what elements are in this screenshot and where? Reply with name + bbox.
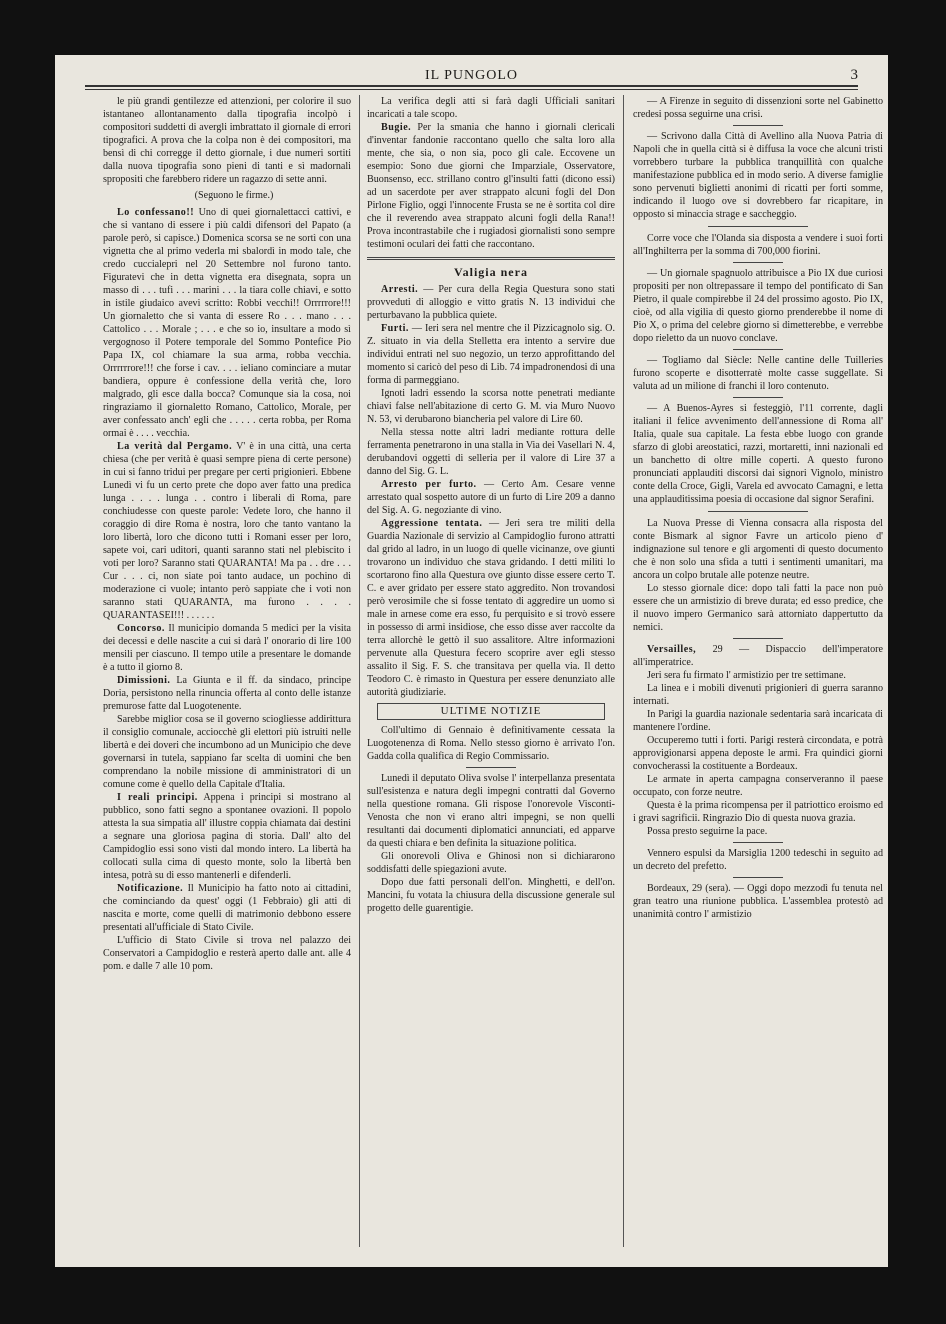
article-paragraph: — Un giornale spagnuolo attribuisce a Pio IX due curiosi propositi per non oltrepassare il tempo del pontificato di San Pietro, il quale compirebbe il 24 del prossimo agosto. Pio IX, cioè, od alla vigilia di questo giorno prenderebbe il nome di Pio X, o prima del celebre giorno si dimetterebbe, e verrebbe dopo rieletto da un nuovo conclave.: [633, 268, 883, 344]
article-heading: Notificazione.: [117, 883, 184, 894]
article-paragraph: Sarebbe miglior cosa se il governo sciogliesse addirittura il consiglio comunale, acciocchè gli elettori più istruiti nelle libertà e dei doveri che incumbono ad un Municipio che deve governarsi in tutela, sappiano far scelta di uomini che ben comprendano la nobile missione di amministratori di un comune come è quello della Capitale d'Italia.: [103, 714, 351, 790]
section-divider: [733, 262, 783, 263]
article-paragraph: Ignoti ladri essendo la scorsa notte penetrati mediante chiavi false nell'abitazione di certo G. M. via Muro Nuovo N. 53, vi derubarono biancheria pel valore di Lire 60.: [367, 388, 615, 425]
article-paragraph: [367, 283, 615, 322]
section-divider: [733, 842, 783, 843]
article-heading: Lo confessano!!: [117, 207, 195, 218]
article-body: Per la smania che hanno i giornali clericali d'inventar fandonie raccontano quello che salta loro alla mente, che sia, o non sia, poco gli cale. Eccovene un esempio: Sono due giorni che Imparziale, Osservatore, Buonsenso, ecc. strillano contro gl'insulti fatti (dicono essi) ad un sacerdote per aver strappato alcuni fogli del Don Pirlone Figlio, oggi l'innocente Frusta se ne è sortita col dire che il reverendo avea strappato alcuni fogli della Rana!! Prova incontrastabile che i rugiadosi giornalisti sono sempre testimoni oculari dei fatti che raccontano.: [367, 122, 615, 250]
article-body: La Giunta e il ff. da sindaco, principe Doria, persistono nella rinuncia offerta al conto delle istanze premurose fatte dal Luogotenente.: [103, 675, 351, 712]
section-divider: [733, 877, 783, 878]
article-body: — Certo Am. Cesare venne arrestato qual sospetto autore di un furto di Lire 209 a danno del Sig. A. G. negoziante di vino.: [367, 479, 615, 516]
article-paragraph: [103, 440, 351, 622]
article-paragraph: [367, 517, 615, 699]
article-paragraph: [367, 478, 615, 517]
article-paragraph: [103, 674, 351, 713]
article-paragraph: — Scrivono dalla Città di Avellino alla Nuova Patria di Napoli che in quella città si è diffusa la voce che alcuni tristi vorrebbero turbare la pubblica tranquillità con qualche manifestazione pubblica ed in modo serio. A diverse famiglie sono pervenuti biglietti anonimi di ricatti per forti somme, indicando il luogo ove si dovrebbero far ricapitare, in opposto si minaccia strage e saccheggio.: [633, 131, 883, 220]
section-heading: Valigia nera: [454, 265, 528, 279]
article-body: Appena i principi si mostrano al pubblico, sono fatti segno a spontanee ovazioni. Il popolo attesta la sua simpatia all' illustre coppia chiamata dai destini a segnare una gloriosa pagina di storia. Dall' alto del Campidoglio essi sono visti dal mondo intero. La libertà ha collocati sulla cima di questo monte, solo la libertà ben intesa, potrà su di esso mantenerli e difenderli.: [103, 792, 351, 881]
article-paragraph: — Togliamo dal Siècle: Nelle cantine delle Tuilleries furono scoperte e disotterratè molte casse suggellate. Si valuta ad un milione di franchi il loro contenuto.: [633, 355, 883, 392]
article-paragraph: Lo stesso giornale dice: dopo tali fatti la pace non può essere che un armistizio di breve durata; ed esso predice, che il nuovo impero Germanico sarà attorniato dappertutto da nemici.: [633, 583, 883, 633]
article-paragraph: Questa è la prima ricompensa per il patriottico eroismo ed i gravi sagrificii. Ringrazio Dio di questa nuova grazia.: [633, 800, 883, 824]
article-body: Il Municipio ha fatto noto ai cittadini, che cominciando da quest' oggi (1 Febbraio) gli atti di nascita e morte, come quelli di matrimonio debbono essere presentati all'ufficiale di Stato Civile.: [103, 883, 351, 933]
article-heading: Arresti.: [381, 284, 419, 295]
article-paragraph: le più grandi gentilezze ed attenzioni, per colorire il suo istantaneo allontanamento dalla tipografia incolpò i compositori suddetti di avergli imbrattato il giornale di errori tipografici. A prova che la colpa non è dei compositori, ma bensì di chi corregge il detto giornale, i due numeri sortiti dalla nuova tipografia sono pieni di tanti e sì madornali spropositi che farebbero ridere un ragazzo di sette anni.: [103, 96, 351, 185]
page-number: 3: [850, 67, 858, 83]
section-divider: [733, 397, 783, 398]
newspaper-title: IL PUNGOLO: [424, 68, 519, 83]
article-paragraph: [367, 121, 615, 251]
article-body: Uno di quei giornalettacci cattivi, e che si vantano di essere i più caldi difensori del Papato (a parole però, si capisce.) Domenica scorsa se ne sortì con una vignetta che al primo vederla mi sbalordì in modo tale, che credo cuccialepri nel 20 Settembre nol furono tanto. Figuratevi che in detta vignetta era disegnata, sopra un masso di . . . tufi . . . marini . . . la tiara colle chiavi, e sotto in istile giudaico avevi scritto: Robbi vecchi!! Orrrrrore!!! Un giornaletto che si vanta di essere Ro . . . mano . . . Cattolico . . . Morale ; . . . e che so io, insultare a modo sì vergognoso il Potere temporale del Sommo Pontefice Pio Papa IX, col chiamare la sua arma, robba vecchia. Orrrrrrore!!! che forse i cav. . . . ieliano cominciare a mutar bandiera, oppure è confessione della verità che, loro malgrado, gli esce dalla bocca? Comunque sia la cosa, noi ringraziamo il giornaletto Romano, Cattolico, Morale, per aver confessato anch' egli che . . . . . certa robba, per Roma ormai è . . . . vecchia.: [103, 207, 351, 439]
article-paragraph: Dopo due fatti personali dell'on. Minghetti, e dell'on. Mancini, fu votata la chiusura della discussione generale sul progetto delle guarentigie.: [367, 877, 615, 914]
article-body: 29 — Dispaccio dell'imperatore all'imperatrice.: [633, 644, 883, 668]
article-paragraph: La linea e i mobili divenuti prigionieri di guerra saranno internati.: [633, 683, 883, 707]
article-paragraph: Possa presto seguirne la pace.: [647, 826, 768, 837]
masthead: [85, 65, 858, 87]
signature-note: (Seguono le firme.): [194, 190, 274, 201]
article-paragraph: Gli onorevoli Oliva e Ghinosi non si dichiararono soddisfatti delle spiegazioni avute.: [367, 851, 615, 875]
article-heading: Dimissioni.: [117, 675, 171, 686]
article-paragraph: [103, 206, 351, 440]
section-divider: [466, 767, 516, 768]
column-1: [103, 95, 351, 1247]
section-divider: [733, 125, 783, 126]
article-paragraph: [367, 322, 615, 387]
section-divider: [708, 226, 808, 227]
header-rule: [85, 85, 858, 90]
article-body: Il municipio domanda 5 medici per la visita dei decessi e delle nascite a cui si darà l' onorario di lire 100 mensili per ciascuno. Il tempo utile a presentare le domande è a tutto il giorno 8.: [103, 623, 351, 673]
section-heading-boxed: ULTIME NOTIZIE: [377, 703, 605, 720]
section-divider: [708, 511, 808, 512]
article-paragraph: [633, 643, 883, 669]
article-paragraph: — A Buenos-Ayres si festeggiò, l'11 corrente, dagli italiani il felice avvenimento dell'annessione di Roma all' Italia, quale sua capitale. La festa ebbe luogo con grande sfarzo di globi areostatici, razzi, mortaretti, inni nazionali ed un banchetto di oltre mille coperti. A questo furono pronunciati applauditi discorsi dai signori Vignolo, ministro conte della Croce, Gigli, Varela ed avvocato Camagni, e letta una applauditissima poesia di occasione dal signor Serafini.: [633, 403, 883, 505]
article-paragraph: Jeri sera fu firmato l' armistizio per tre settimane.: [647, 670, 846, 681]
article-paragraph: [103, 882, 351, 934]
article-heading: Bugie.: [381, 122, 412, 133]
article-paragraph: Vennero espulsi da Marsiglia 1200 tedeschi in seguito ad un decreto del prefetto.: [633, 848, 883, 872]
article-paragraph: Coll'ultimo di Gennaio è definitivamente cessata la Luogotenenza di Roma. Nello stesso giorno è arrivato l'on. Gadda colla qualifica di Regio Commissario.: [367, 725, 615, 762]
article-paragraph: Bordeaux, 29 (sera). — Oggi dopo mezzodì fu tenuta nel gran teatro una riunione pubblica. L'assemblea protestò ad unanimità contro l' armistizio: [633, 883, 883, 920]
column-rule: [359, 95, 360, 1247]
article-paragraph: [103, 622, 351, 674]
article-body: V' è in una città, una certa chiesa (che per verità è quasi sempre piena di certe persone) in cui si fanno tridui per pregare per certi prigionieri. Ebbene Lunedì vi fu un certo prete che dopo aver fatto una predica lunga . . . . lunga . . contro i liberali di Roma, pare conchiudesse con queste parole: Vedete loro, che hanno il coraggio di dire Roma è nostra, loro che tanto vantano la loro libertà, loro che dicono tutti i Romani esser per loro, sapete voi, cari uditori, quanti saranno stati nel plebiscito i voti per loro? Saranno stati QUARANTA! Ma pa . . dre . . . Cur . . . ci, non siate poi tanto audace, un pochino di moderazione ci vuole; intanto però sappiate che i voti non saranno stati QUARANTA, ma furono . . . . QUARANTASEI!!! . . . . . .: [103, 441, 351, 621]
column-3: [633, 95, 883, 1247]
section-divider: [733, 638, 783, 639]
article-paragraph: La Nuova Presse di Vienna consacra alla risposta del conte Bismark al signor Favre un articolo pieno d' indignazione sul tenore e gli argomenti di questo documento che è non solo una sfida a tutti i sentimenti umanitari, ma ancora un colpo brutale alle potenze neutre.: [633, 518, 883, 581]
column-rule: [623, 95, 624, 1247]
article-heading: Aggressione tentata.: [381, 518, 483, 529]
article-paragraph: In Parigi la guardia nazionale sedentaria sarà incaricata di mantenere l'ordine.: [633, 709, 883, 733]
article-paragraph: Nella stessa notte altri ladri mediante rottura delle ferramenta penetrarono in una stalla in Via dei Vasellari N. 4, derubandovi oggetti di selleria per il valore di Lire 37 a danno del Sig. G. L.: [367, 427, 615, 477]
section-divider: [733, 349, 783, 350]
article-heading: Versailles,: [647, 644, 697, 655]
article-paragraph: — A Firenze in seguito di dissenzioni sorte nel Gabinetto credesi possa seguirne una crisi.: [633, 96, 883, 120]
column-2: [367, 95, 615, 1247]
article-paragraph: Corre voce che l'Olanda sia disposta a vendere i suoi forti all'Inghilterra per la somma di 700,000 fiorini.: [633, 233, 883, 257]
section-divider: [367, 257, 615, 260]
article-heading: Furti.: [381, 323, 409, 334]
article-body: — Per cura della Regia Questura sono stati provveduti di alloggio e vitto gratis N. 13 individui che perturbavano la pubblica quiete.: [367, 284, 615, 321]
article-heading: Arresto per furto.: [381, 479, 477, 490]
article-paragraph: La verifica degli atti si farà dagli Ufficiali sanitari incaricati a tale scopo.: [367, 96, 615, 120]
article-paragraph: Occuperemo tutti i forti. Parigi resterà circondata, e potrà approvigionarsi appena deposte le armi. Fra quindici giorni convocherassi la costituente a Bordeaux.: [633, 735, 883, 772]
article-body: — Ieri sera nel mentre che il Pizzicagnolo sig. O. Z. situato in via della Stelletta era intento a servire due individui entrati nel suo negozio, un terzo approfittando del momento si caricò del peso di Lib. 74 impadronendosi di una forma di parmeggiano.: [367, 323, 615, 386]
article-heading: Concorso.: [117, 623, 165, 634]
article-paragraph: L'ufficio di Stato Civile si trova nel palazzo dei Conservatori a Campidoglio e resterà aperto dalle ant. alle 4 pom. e dalle 7 alle 10 pom.: [103, 935, 351, 972]
article-heading: I reali principi.: [117, 792, 198, 803]
article-paragraph: [103, 791, 351, 882]
article-paragraph: Lunedì il deputato Oliva svolse l' interpellanza presentata sull'esistenza e natura degli impegni contratti dal Governo nella questione romana. Gli rispose l'onorevole Visconti-Venosta che non vi erano altri impegni, se non quelli resultanti dai documenti diplomatici annunciati, ed apparve da questi chiara e ben definita la situazione politica.: [367, 773, 615, 849]
article-body: — Jeri sera tre militi della Guardia Nazionale di servizio al Campidoglio furono attratti dal grido al ladro, in un luogo di quelle vicinanze, ove giunti trovarono un individuo che stava gridando. I detti militi lo scortarono fino alla Questura ove giunto disse essere certo T. C. e aver gridato per essere stato aggredito. Non trovandosi però verosimile che si fosse tentato di aggredire un uomo sì male in arnese come era esso, fu perquisito e si trovò essere in possesso di armi insidiose, che esso disse aver raccolte da terra allorchè le gettò il suo assalitore. Altre informazioni pervenute alla Questura fecero scoprire aver egli stesso assalito il Sig. F. S. che transitava per quella via. Il detto Teodoro C. è rimasto in Questura per essere denunziato alle autorità giudiziarie.: [367, 518, 615, 698]
article-paragraph: Le armate in aperta campagna conserveranno il paese occupato, con forze neutre.: [633, 774, 883, 798]
newspaper-page: [55, 55, 888, 1267]
article-heading: La verità dal Pergamo.: [117, 441, 233, 452]
